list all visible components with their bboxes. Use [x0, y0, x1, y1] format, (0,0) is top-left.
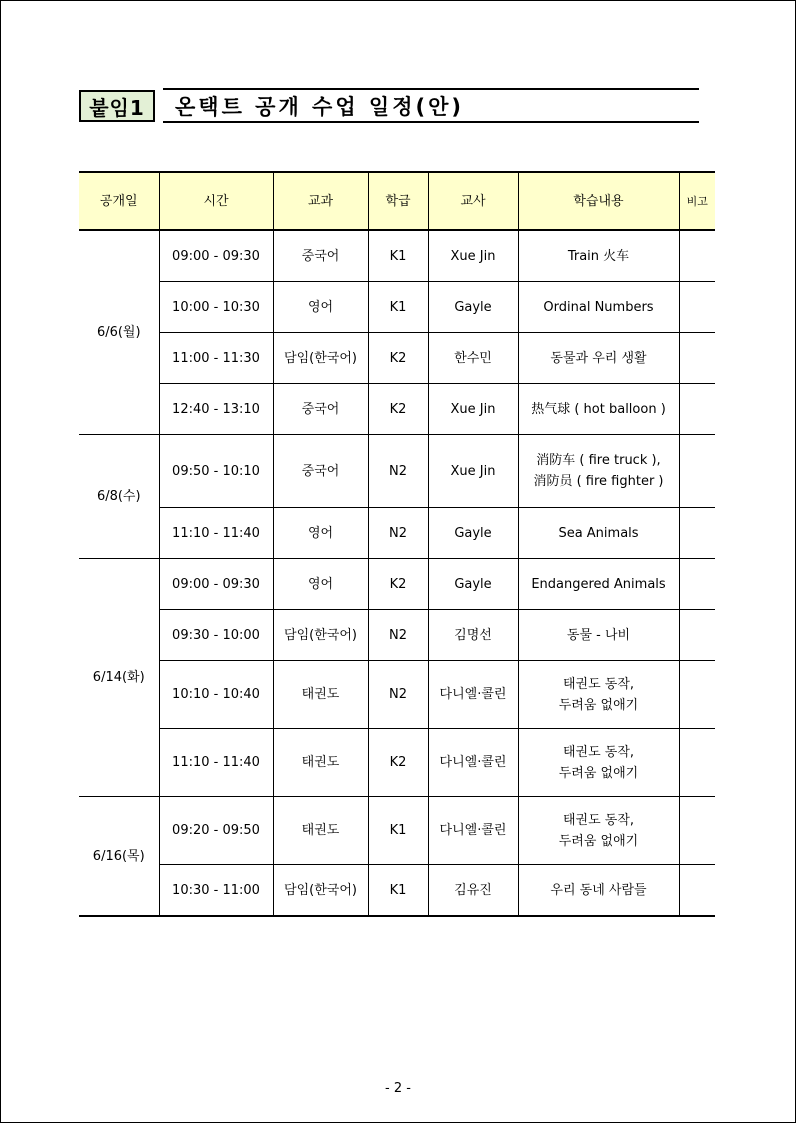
- content-cell: 우리 동네 사람들: [518, 865, 679, 917]
- note-cell: [679, 610, 715, 661]
- column-header-date: 공개일: [79, 172, 159, 230]
- subject-cell: 태권도: [273, 729, 368, 797]
- content-cell: 태권도 동작, 두려움 없애기: [518, 797, 679, 865]
- time-cell: 11:00 - 11:30: [159, 333, 273, 384]
- table-row: [79, 333, 715, 384]
- time-cell: 12:40 - 13:10: [159, 384, 273, 435]
- table-row: [79, 559, 715, 610]
- content-cell: Train 火车: [518, 230, 679, 282]
- note-cell: [679, 508, 715, 559]
- class-cell: K2: [368, 559, 428, 610]
- subject-cell: 태권도: [273, 661, 368, 729]
- class-cell: N2: [368, 661, 428, 729]
- class-cell: K2: [368, 729, 428, 797]
- column-header-class: 학급: [368, 172, 428, 230]
- time-cell: 09:50 - 10:10: [159, 435, 273, 508]
- content-cell: 동물 - 나비: [518, 610, 679, 661]
- teacher-cell: 김명선: [428, 610, 518, 661]
- time-cell: 09:20 - 09:50: [159, 797, 273, 865]
- class-cell: N2: [368, 435, 428, 508]
- column-header-content: 학습내용: [518, 172, 679, 230]
- subject-cell: 영어: [273, 559, 368, 610]
- content-cell: Ordinal Numbers: [518, 282, 679, 333]
- page-title: 온택트 공개 수업 일정(안): [163, 88, 699, 123]
- teacher-cell: Gayle: [428, 559, 518, 610]
- note-cell: [679, 384, 715, 435]
- table-row: [79, 797, 715, 865]
- class-cell: K2: [368, 384, 428, 435]
- time-cell: 10:00 - 10:30: [159, 282, 273, 333]
- table-row: [79, 865, 715, 917]
- note-cell: [679, 559, 715, 610]
- column-header-time: 시간: [159, 172, 273, 230]
- column-header-subject: 교과: [273, 172, 368, 230]
- time-cell: 11:10 - 11:40: [159, 508, 273, 559]
- table-row: [79, 384, 715, 435]
- subject-cell: 담임(한국어): [273, 865, 368, 917]
- time-cell: 10:30 - 11:00: [159, 865, 273, 917]
- note-cell: [679, 865, 715, 917]
- class-cell: N2: [368, 508, 428, 559]
- note-cell: [679, 282, 715, 333]
- teacher-cell: Xue Jin: [428, 230, 518, 282]
- column-header-teacher: 교사: [428, 172, 518, 230]
- header-row: [79, 172, 715, 230]
- note-cell: [679, 230, 715, 282]
- content-cell: Endangered Animals: [518, 559, 679, 610]
- note-cell: [679, 435, 715, 508]
- subject-cell: 영어: [273, 282, 368, 333]
- subject-cell: 중국어: [273, 230, 368, 282]
- teacher-cell: Gayle: [428, 282, 518, 333]
- page-number: - 2 -: [385, 1081, 411, 1096]
- date-cell: 6/14(화): [79, 559, 159, 797]
- subject-cell: 중국어: [273, 435, 368, 508]
- column-header-note: 비고: [679, 172, 715, 230]
- time-cell: 09:30 - 10:00: [159, 610, 273, 661]
- table-row: [79, 508, 715, 559]
- table-row: [79, 661, 715, 729]
- class-cell: N2: [368, 610, 428, 661]
- attachment-tag: 붙임1: [79, 90, 155, 122]
- content-cell: 消防车 ( fire truck ), 消防员 ( fire fighter ): [518, 435, 679, 508]
- date-cell: 6/6(월): [79, 230, 159, 435]
- note-cell: [679, 333, 715, 384]
- content-cell: 태권도 동작, 두려움 없애기: [518, 661, 679, 729]
- note-cell: [679, 797, 715, 865]
- subject-cell: 영어: [273, 508, 368, 559]
- teacher-cell: 김유진: [428, 865, 518, 917]
- teacher-cell: 다니엘‧콜린: [428, 797, 518, 865]
- content-cell: 태권도 동작, 두려움 없애기: [518, 729, 679, 797]
- subject-cell: 담임(한국어): [273, 610, 368, 661]
- time-cell: 10:10 - 10:40: [159, 661, 273, 729]
- time-cell: 09:00 - 09:30: [159, 559, 273, 610]
- subject-cell: 담임(한국어): [273, 333, 368, 384]
- time-cell: 09:00 - 09:30: [159, 230, 273, 282]
- teacher-cell: 다니엘‧콜린: [428, 661, 518, 729]
- teacher-cell: Xue Jin: [428, 435, 518, 508]
- teacher-cell: Xue Jin: [428, 384, 518, 435]
- table-row: [79, 729, 715, 797]
- teacher-cell: 다니엘‧콜린: [428, 729, 518, 797]
- note-cell: [679, 729, 715, 797]
- document-header: [79, 88, 699, 125]
- class-cell: K1: [368, 230, 428, 282]
- date-cell: 6/16(목): [79, 797, 159, 917]
- schedule-table: [79, 171, 715, 917]
- table-row: [79, 610, 715, 661]
- class-cell: K1: [368, 865, 428, 917]
- subject-cell: 중국어: [273, 384, 368, 435]
- subject-cell: 태권도: [273, 797, 368, 865]
- content-cell: 동물과 우리 생활: [518, 333, 679, 384]
- class-cell: K1: [368, 797, 428, 865]
- table-row: [79, 230, 715, 282]
- class-cell: K1: [368, 282, 428, 333]
- date-cell: 6/8(수): [79, 435, 159, 559]
- content-cell: 热气球 ( hot balloon ): [518, 384, 679, 435]
- table-row: [79, 435, 715, 508]
- teacher-cell: Gayle: [428, 508, 518, 559]
- content-cell: Sea Animals: [518, 508, 679, 559]
- teacher-cell: 한수민: [428, 333, 518, 384]
- class-cell: K2: [368, 333, 428, 384]
- table-row: [79, 282, 715, 333]
- time-cell: 11:10 - 11:40: [159, 729, 273, 797]
- note-cell: [679, 661, 715, 729]
